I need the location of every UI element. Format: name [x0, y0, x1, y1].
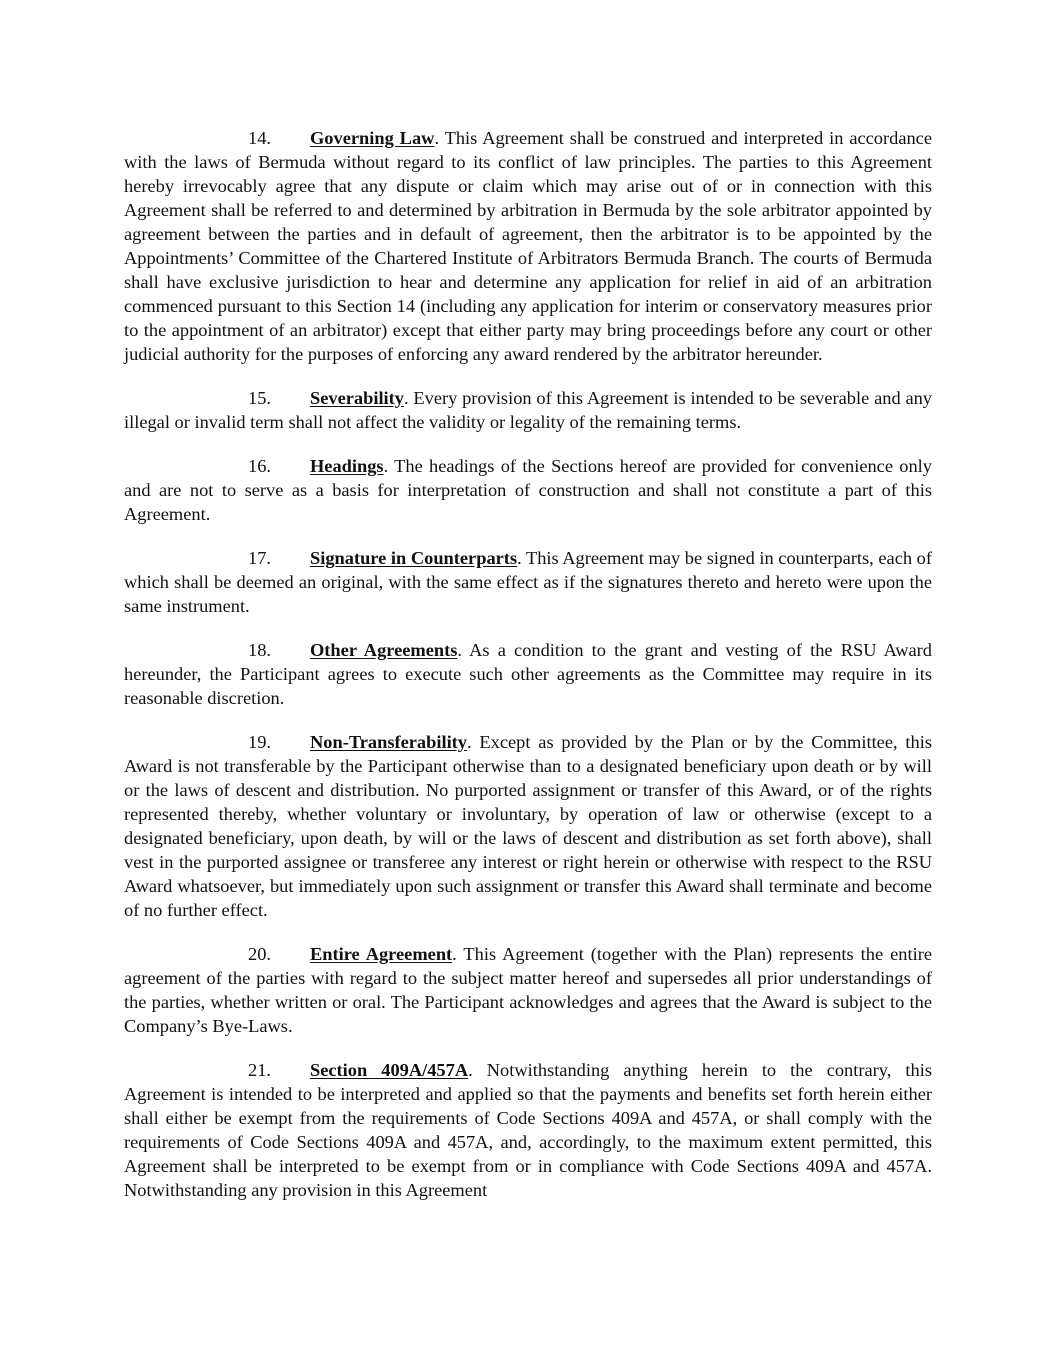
section-heading: Signature in Counterparts — [310, 548, 518, 568]
section-number: 18. — [248, 640, 271, 660]
section-body: . This Agreement shall be construed and interpreted in accordance with the laws of Bermuda without regard to its conflict of law principles. The parties to this Agreement hereby irrevocably agree that any dispute or claim which may arise out of or in connection with this Agreement shall be referred to and determined by arbitration in Bermuda by the sole arbitrator appointed by agreement between the parties and in default of agreement, then the arbitrator is to be appointed by the Appointments’ Committee of the Chartered Institute of Arbitrators Bermuda Branch. The courts of Bermuda shall have exclusive jurisdiction to hear and determine any application for relief in aid of an arbitration commenced pursuant to this Section 14 (including any application for interim or conservatory measures prior to the appointment of an arbitrator) except that either party may bring proceedings before any court or other judicial authority for the purposes of enforcing any award rendered by the arbitrator hereunder. — [124, 128, 933, 364]
section-number: 15. — [248, 388, 271, 408]
section-body: . Except as provided by the Plan or by the Committee, this Award is not transferable by the Participant otherwise than to a designated beneficiary upon death or by will or the laws of descent and distribution. No purported assignment or transfer of this Award, or of the rights represented thereby, whether voluntary or involuntary, by operation of law or otherwise (except to a designated beneficiary, upon death, by will or the laws of descent and distribution as set forth above), shall vest in the purported assignee or transferee any interest or right herein or otherwise with respect to the RSU Award whatsoever, but immediately upon such assignment or transfer this Award shall terminate and become of no further effect. — [124, 732, 932, 920]
section-heading: Governing Law — [310, 128, 435, 148]
section-14-governing-law — [124, 126, 932, 366]
section-18-other-agreements — [124, 638, 932, 710]
section-number: 20. — [248, 944, 271, 964]
section-body: . As a condition to the grant and vesting of the RSU Award hereunder, the Participant agrees to execute such other agreements as the Committee may require in its reasonable discretion. — [124, 640, 933, 708]
section-heading: Non-Transferability — [310, 732, 467, 752]
section-body: . The headings of the Sections hereof are provided for convenience only and are not to serve as a basis for interpretation of construction and shall not constitute a part of this Agreement. — [124, 456, 932, 524]
section-body: . Every provision of this Agreement is intended to be severable and any illegal or invalid term shall not affect the validity or legality of the remaining terms. — [124, 388, 932, 432]
section-21-section-409a-457a — [124, 1058, 932, 1202]
document-page — [124, 126, 932, 1222]
section-20-entire-agreement — [124, 942, 932, 1038]
section-heading: Section 409A/457A — [310, 1060, 469, 1080]
section-number: 14. — [248, 128, 271, 148]
section-heading: Headings — [310, 456, 384, 476]
section-number: 16. — [248, 456, 271, 476]
section-body: . This Agreement may be signed in counterparts, each of which shall be deemed an original, with the same effect as if the signatures thereto and hereto were upon the same instrument. — [124, 548, 932, 616]
section-body: . This Agreement (together with the Plan) represents the entire agreement of the parties with regard to the subject matter hereof and supersedes all prior understandings of the parties, whether written or oral. The Participant acknowledges and agrees that the Award is subject to the Company’s Bye-Laws. — [124, 944, 932, 1036]
section-heading: Severability — [310, 388, 404, 408]
section-number: 19. — [248, 732, 271, 752]
section-body: . Notwithstanding anything herein to the contrary, this Agreement is intended to be interpreted and applied so that the payments and benefits set forth herein either shall either be exempt from the requirements of Code Sections 409A and 457A, or shall comply with the requirements of Code Sections 409A and 457A, and, accordingly, to the maximum extent permitted, this Agreement shall be interpreted to be exempt from or in compliance with Code Sections 409A and 457A. Notwithstanding any provision in this Agreement — [124, 1060, 932, 1200]
section-heading: Other Agreements — [310, 640, 458, 660]
section-number: 17. — [248, 548, 271, 568]
section-15-severability — [124, 386, 932, 434]
section-16-headings — [124, 454, 932, 526]
section-number: 21. — [248, 1060, 271, 1080]
section-17-signature-in-counterparts — [124, 546, 932, 618]
section-19-non-transferability — [124, 730, 932, 922]
section-heading: Entire Agreement — [310, 944, 453, 964]
